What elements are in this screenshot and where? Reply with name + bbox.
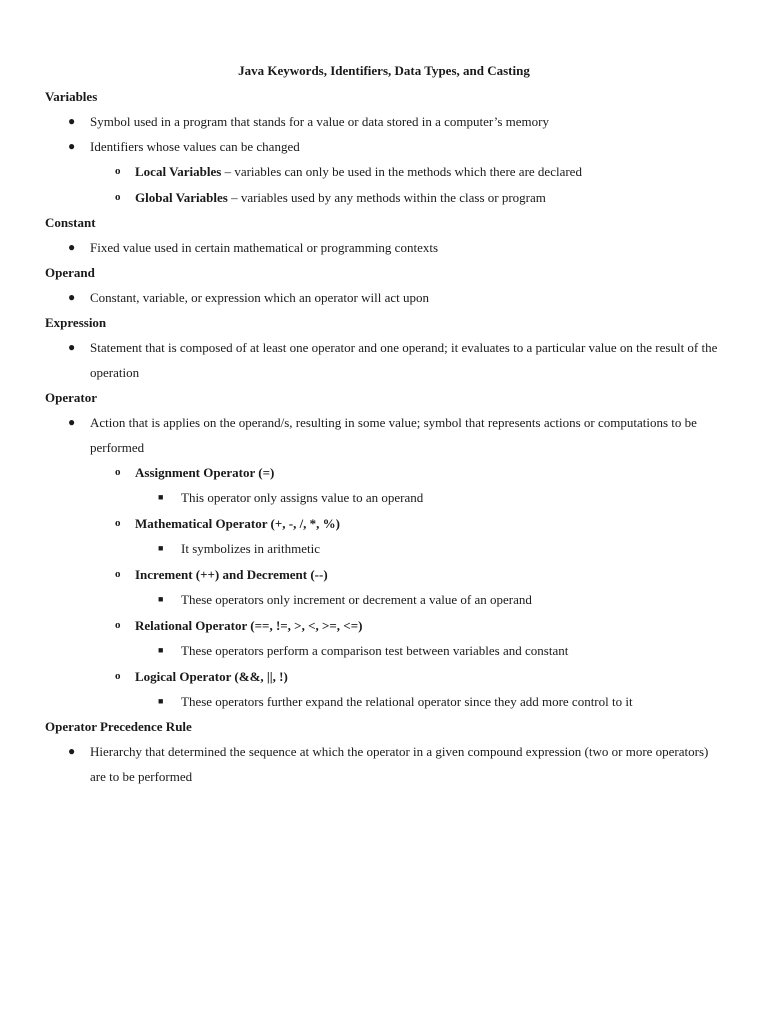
circle-bullet-icon: o	[115, 517, 121, 529]
sub-list-item-assignment-operator	[45, 460, 725, 485]
list-item-text: These operators further expand the relational operator since they add more control to it	[181, 694, 633, 709]
bullet-icon: ●	[68, 340, 76, 354]
sub-list-item-local-variables	[45, 159, 725, 184]
term-label: Assignment Operator (=)	[135, 465, 275, 480]
bullet-icon: ●	[68, 114, 76, 128]
list-item	[45, 109, 725, 134]
list-item-text: These operators perform a comparison test between variables and constant	[181, 643, 569, 658]
term-label: Global Variables	[135, 190, 228, 205]
sub-list-item-global-variables	[45, 185, 725, 210]
bullet-icon: ●	[68, 139, 76, 153]
list-item	[45, 285, 725, 310]
list-item	[45, 235, 725, 260]
bullet-icon: ●	[68, 240, 76, 254]
list-item-text: These operators only increment or decrement a value of an operand	[181, 592, 532, 607]
circle-bullet-icon: o	[115, 466, 121, 478]
list-item-text: It symbolizes in arithmetic	[181, 541, 320, 556]
list-item-text: Hierarchy that determined the sequence at which the operator in a given compound expression (two or more operators) are to be performed	[90, 744, 709, 784]
list-item-text: Symbol used in a program that stands for a value or data stored in a computer’s memory	[90, 114, 549, 129]
bullet-icon: ●	[68, 290, 76, 304]
list-item	[45, 134, 725, 159]
sub-list-item-logical-operator	[45, 664, 725, 689]
square-bullet-icon: ■	[158, 645, 164, 655]
term-definition: – variables used by any methods within the class or program	[227, 190, 546, 205]
list-item-text: Identifiers whose values can be changed	[90, 139, 300, 154]
list-item-text: Constant, variable, or expression which an operator will act upon	[90, 290, 429, 305]
section-heading-constant: Constant	[45, 215, 96, 230]
section-heading-operator-precedence-rule: Operator Precedence Rule	[45, 719, 192, 734]
sub-sub-list-item	[45, 587, 725, 612]
section-heading-expression: Expression	[45, 315, 107, 330]
sub-sub-list-item	[45, 485, 725, 510]
circle-bullet-icon: o	[115, 619, 121, 631]
list-item-text: Fixed value used in certain mathematical or programming contexts	[90, 240, 439, 255]
sub-sub-list-item	[45, 689, 725, 714]
term-label: Local Variables	[135, 164, 222, 179]
bullet-icon: ●	[68, 415, 76, 429]
sub-sub-list-item	[45, 536, 725, 561]
square-bullet-icon: ■	[158, 492, 164, 502]
circle-bullet-icon: o	[115, 670, 121, 682]
sub-list-item-relational-operator	[45, 613, 725, 638]
list-item-text: This operator only assigns value to an operand	[181, 490, 424, 505]
term-label: Mathematical Operator (+, -, /, *, %)	[135, 516, 341, 531]
sub-list-item-mathematical-operator	[45, 511, 725, 536]
term-label: Logical Operator (&&, ||, !)	[135, 669, 288, 684]
document-body	[45, 84, 725, 789]
circle-bullet-icon: o	[115, 165, 121, 177]
document-title: Java Keywords, Identifiers, Data Types, and Casting	[238, 63, 530, 78]
sub-list-item-increment-decrement	[45, 562, 725, 587]
section-heading-operator: Operator	[45, 390, 97, 405]
circle-bullet-icon: o	[115, 191, 121, 203]
list-item	[45, 410, 725, 460]
square-bullet-icon: ■	[158, 543, 164, 553]
circle-bullet-icon: o	[115, 568, 121, 580]
term-label: Relational Operator (==, !=, >, <, >=, <=)	[135, 618, 363, 633]
square-bullet-icon: ■	[158, 594, 164, 604]
square-bullet-icon: ■	[158, 696, 164, 706]
term-definition: – variables can only be used in the methods which there are declared	[221, 164, 582, 179]
list-item-text: Action that is applies on the operand/s, resulting in some value; symbol that represents actions or computations to be performed	[90, 415, 697, 455]
section-heading-operand: Operand	[45, 265, 95, 280]
list-item	[45, 335, 725, 385]
term-label: Increment (++) and Decrement (--)	[135, 567, 328, 582]
list-item	[45, 739, 725, 789]
sub-sub-list-item	[45, 638, 725, 663]
list-item-text: Statement that is composed of at least one operator and one operand; it evaluates to a particular value on the result of the operation	[90, 340, 718, 380]
section-heading-variables: Variables	[45, 89, 98, 104]
bullet-icon: ●	[68, 744, 76, 758]
